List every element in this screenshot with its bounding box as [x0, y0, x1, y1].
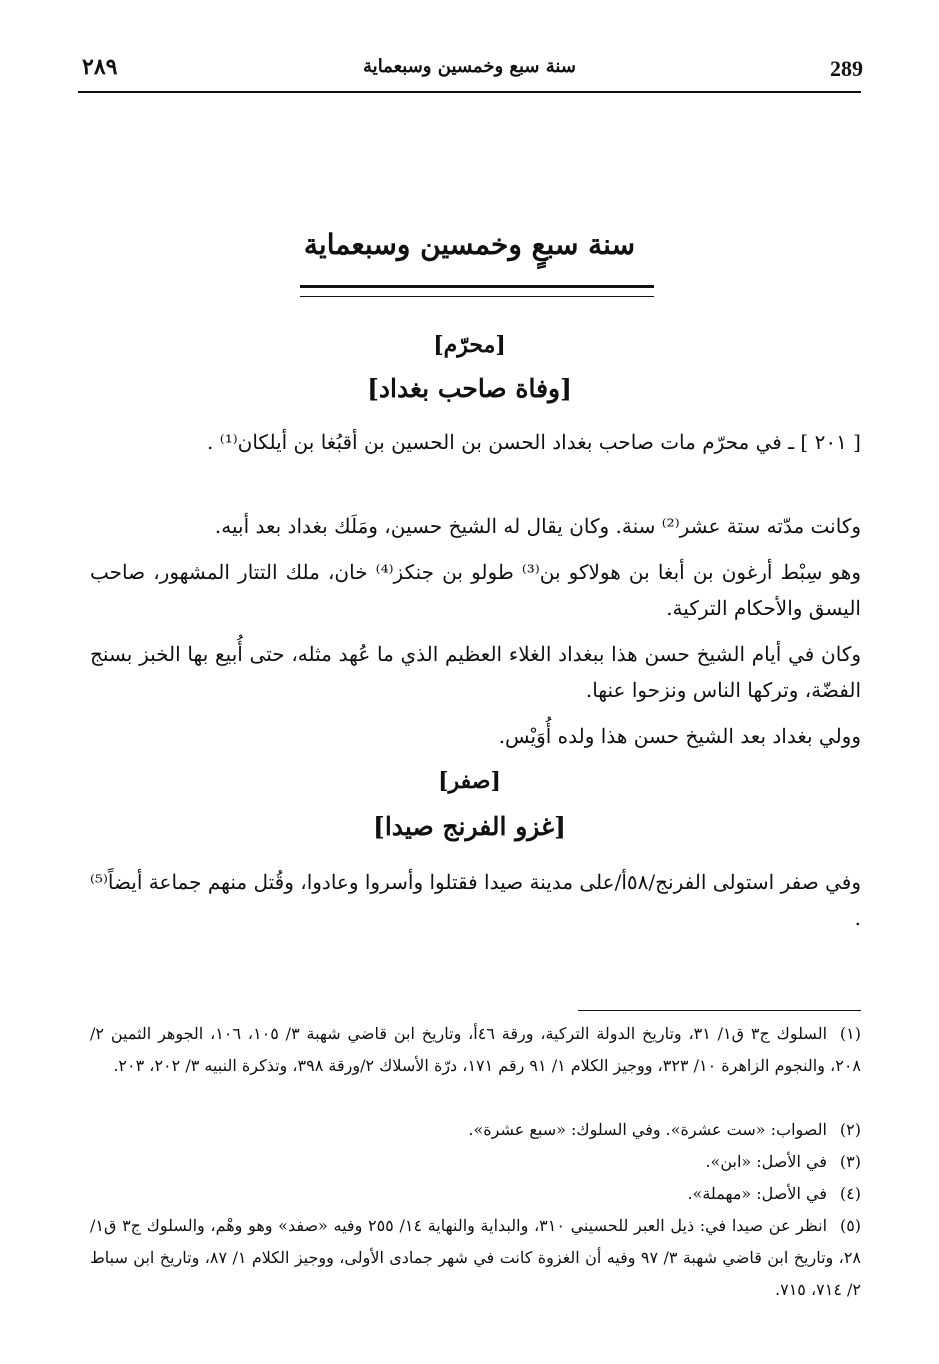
paragraph: وكانت مدّته ستة عشر⁽²⁾ سنة. وكان يقال له الشيخ حسين، ومَلَك بغداد بعد أبيه.	[214, 514, 861, 538]
footnote-marker: (١)	[839, 1024, 862, 1043]
footnote	[90, 1146, 861, 1178]
paragraph: وفي صفر استولى الفرنج/٥٨أ/على مدينة صيدا فقتلوا وأسروا وعادوا، وقُتل منهم جماعة أيضاً⁽⁵⁾ .	[90, 870, 861, 930]
footnote	[90, 1178, 861, 1210]
paragraph: [ ٢٠١ ] ـ في محرّم مات صاحب بغداد الحسن بن الحسين بن أقبُغا بن أيلكان⁽¹⁾ .	[207, 430, 861, 454]
section-event-heading: [غزو الفرنج صيدا]	[373, 812, 566, 841]
footnote-rule	[578, 1010, 861, 1011]
footnote-text: في الأصل: «ابن».	[705, 1152, 827, 1171]
footnote-text: في الأصل: «مهملة».	[687, 1184, 827, 1203]
footnote-text: انظر عن صيدا في: ذيل العبر للحسيني ٣١٠، والبداية والنهاية ١٤/ ٢٥٥ وفيه «صفد» وهو وهْم، والسلوك ج٣ ق١/ ٢٨، وتاريخ ابن قاضي شهبة ٣/ ٩٧ وفيه أن الغزوة كانت في شهر جمادى الأولى، ووجيز الكلام ١/ ٨٧، وتاريخ ابن سباط ٢/ ٧١٤، ٧١٥.	[90, 1216, 862, 1299]
header-rule	[78, 91, 861, 93]
footnote-marker: (٣)	[839, 1152, 861, 1171]
running-head-title: سنة سبع وخمسين وسبعماية	[363, 56, 576, 77]
footnote-marker: (٥)	[839, 1216, 862, 1235]
title-double-rule	[300, 285, 654, 297]
page-number-latin: 289	[830, 56, 863, 81]
paragraph: وولي بغداد بعد الشيخ حسن هذا ولده أُوَيْس.	[498, 724, 861, 748]
footnote-marker: (٤)	[839, 1184, 861, 1203]
section-event-heading: [وفاة صاحب بغداد]	[367, 374, 572, 403]
section-month-heading: [محرّم]	[433, 332, 506, 358]
footnote	[90, 1114, 861, 1146]
paragraph: وهو سِبْط أرغون بن أبغا بن هولاكو بن⁽³⁾ طولو بن جنكز⁽⁴⁾ خان، ملك التتار المشهور، صاحب اليسق والأحكام التركية.	[90, 560, 862, 620]
footnote	[90, 1018, 861, 1082]
running-head	[78, 48, 861, 88]
chapter-title: سنة سبعٍ وخمسين وسبعماية	[303, 228, 636, 261]
paragraph: وكان في أيام الشيخ حسن هذا ببغداد الغلاء العظيم الذي ما عُهد مثله، حتى أُبيع بها الخبز بسنج الفضّة، وتركها الناس ونزحوا عنها.	[90, 642, 861, 702]
footnote-text: الصواب: «ست عشرة». وفي السلوك: «سبع عشرة».	[468, 1120, 827, 1139]
footnote-text: السلوك ج٣ ق١/ ٣١، وتاريخ الدولة التركية، ورقة ٤٦أ، وتاريخ ابن قاضي شهبة ٣/ ١٠٥، ١٠٦، الجوهر الثمين ٢/ ٢٠٨، والنجوم الزاهرة ١٠/ ٣٢٣، ووجيز الكلام ١/ ٩١ رقم ١٧١، درّة الأسلاك ٢/ورقة ٣٩٨، وتذكرة النبيه ٣/ ٢٠٢، ٢٠٣.	[90, 1024, 861, 1075]
footnote-marker: (٢)	[839, 1120, 861, 1139]
page-number-arabic: ٢٨٩	[82, 54, 118, 80]
footnote	[90, 1210, 861, 1306]
section-month-heading: [صفر]	[438, 768, 501, 794]
